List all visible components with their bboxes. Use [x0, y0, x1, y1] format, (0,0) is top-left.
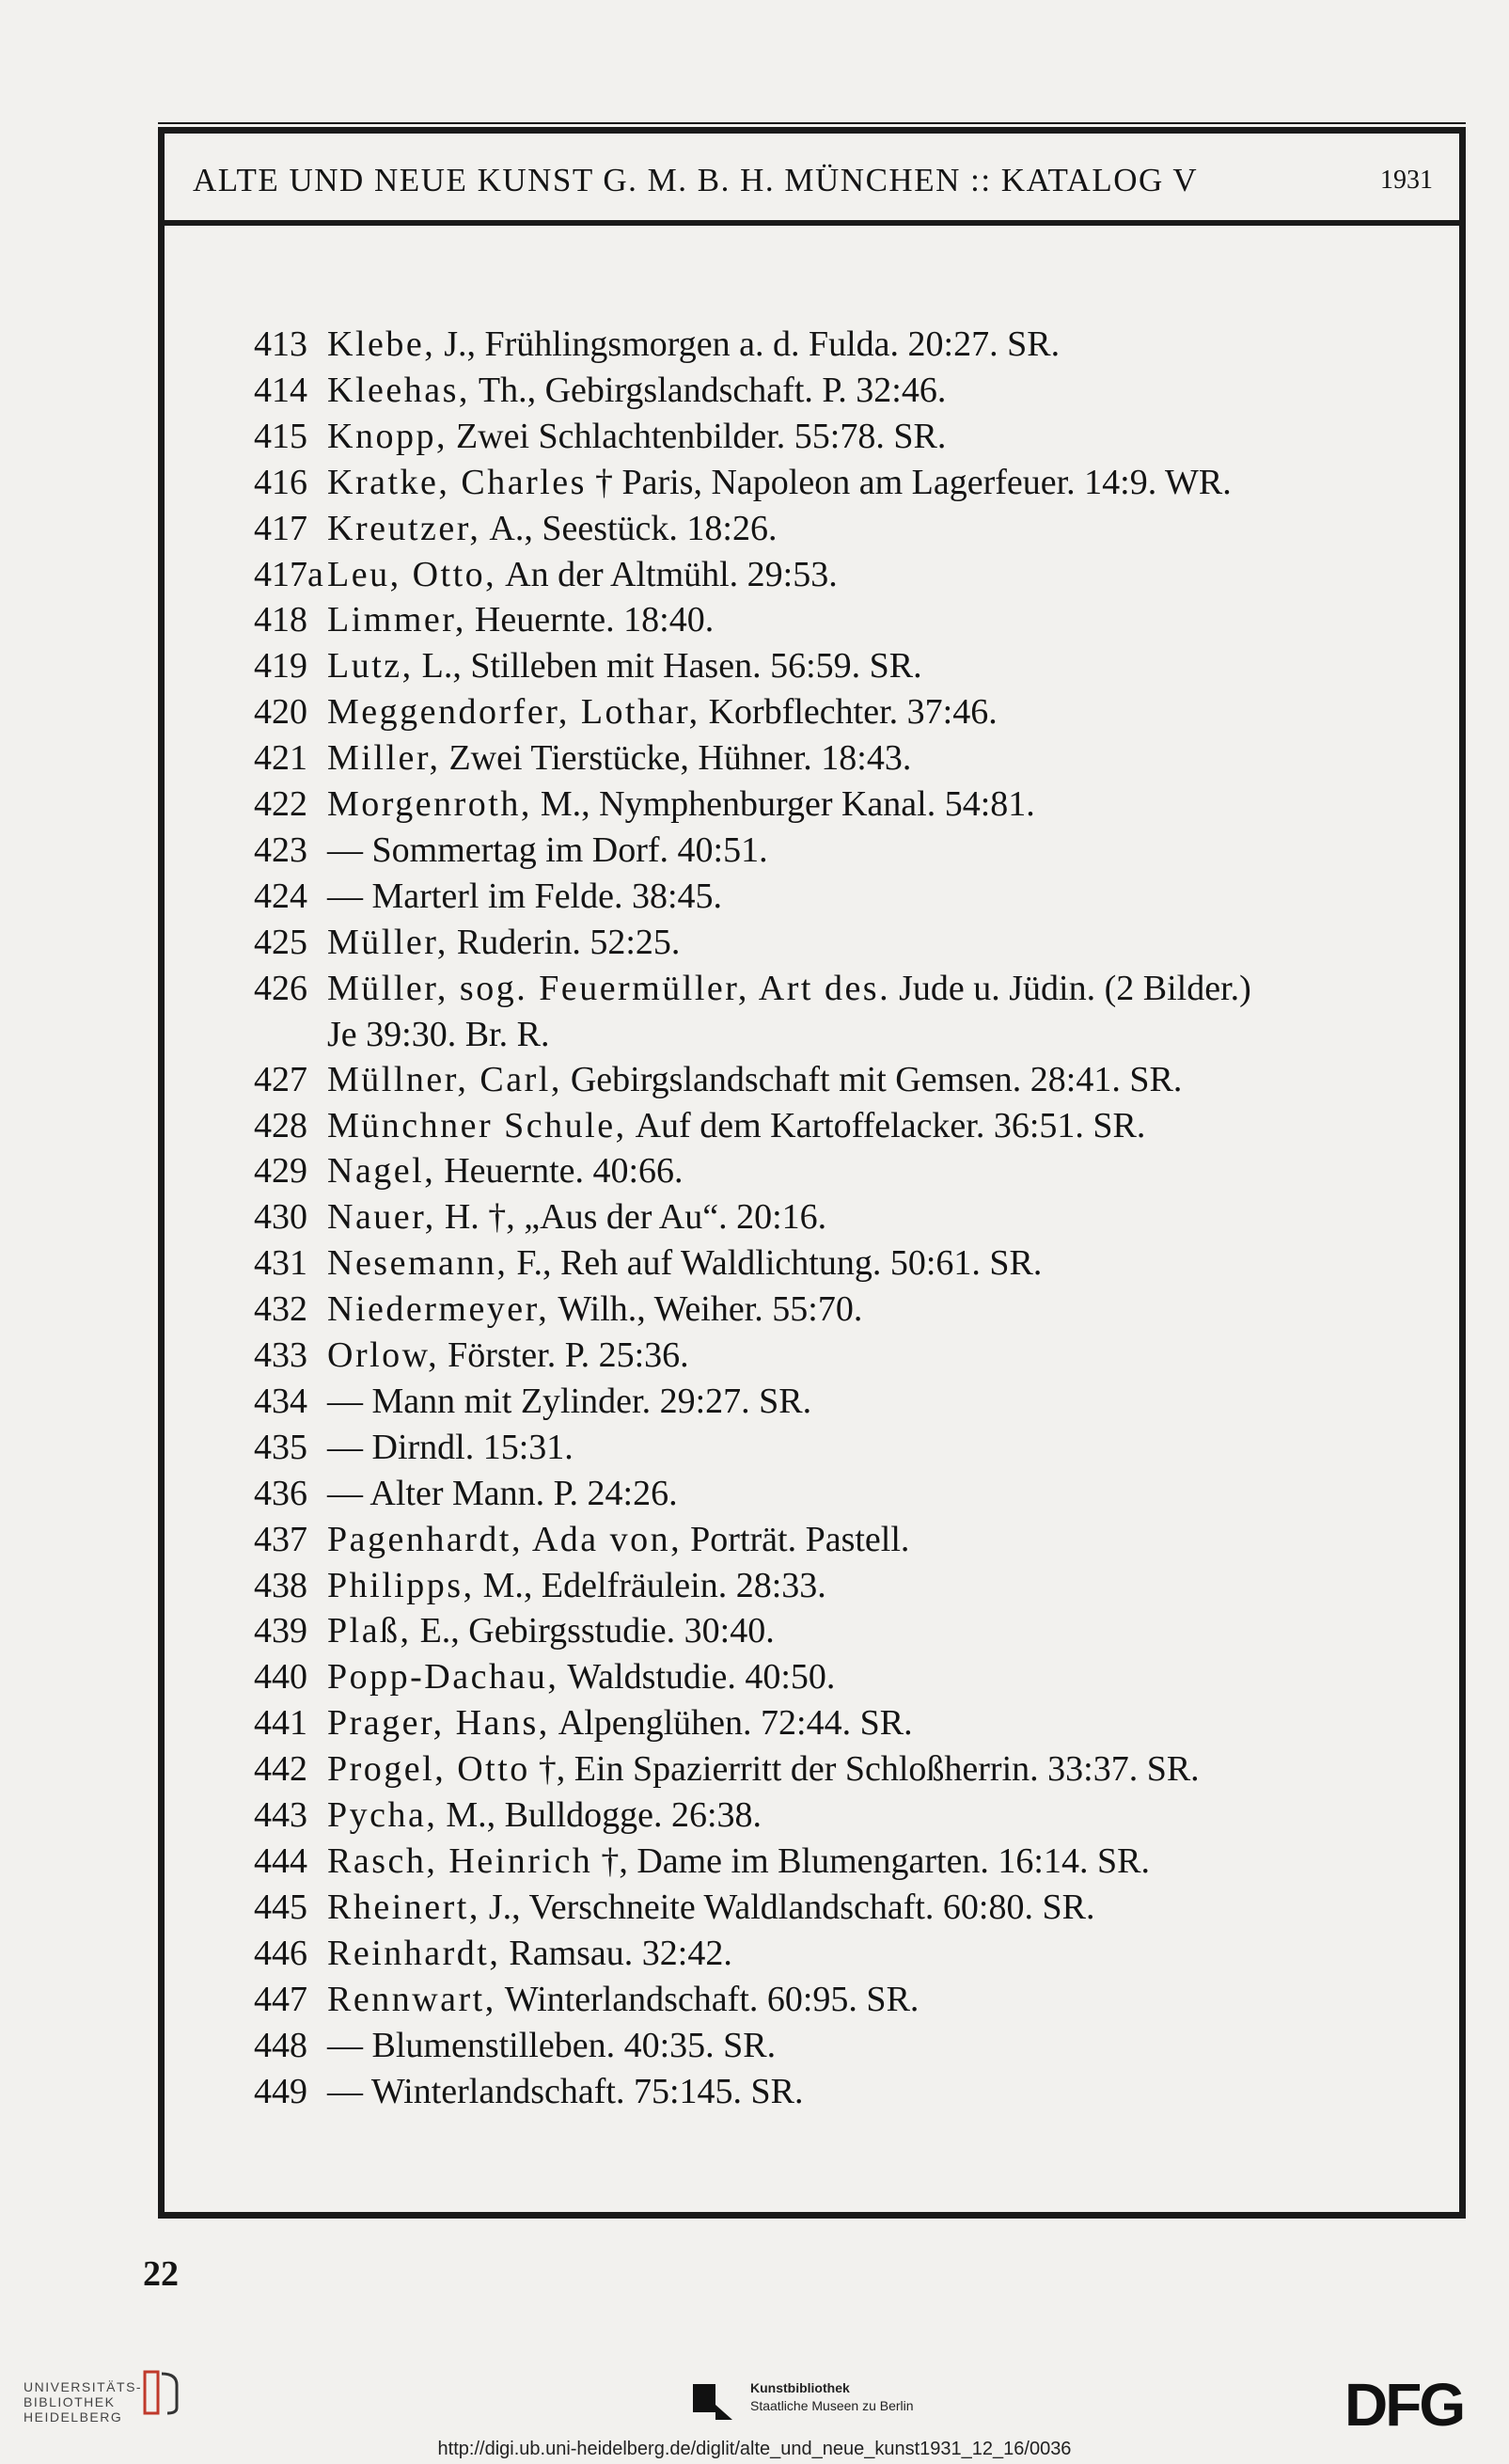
- catalog-title: ALTE UND NEUE KUNST G. M. B. H. MÜNCHEN :: KATALOG V: [193, 162, 1199, 198]
- entry-number: 430: [254, 1197, 307, 1238]
- entry-text: F., Reh auf Waldlichtung. 50:61. SR.: [516, 1243, 1043, 1284]
- entry-text: Auf dem Kartoffelacker. 36:51. SR.: [635, 1105, 1146, 1145]
- entry-text: Wilh., Weiher. 55:70.: [558, 1289, 863, 1330]
- catalog-entry: [254, 2023, 1438, 2069]
- catalog-entry: [254, 1654, 1438, 1700]
- catalog-entry: [254, 1931, 1438, 1977]
- catalog-entry: [254, 689, 1438, 735]
- catalog-header: [165, 134, 1459, 226]
- entry-artist: Müller,: [327, 922, 448, 962]
- entry-number: 433: [254, 1335, 307, 1376]
- entry-text: — Sommertag im Dorf. 40:51.: [327, 829, 768, 870]
- entry-text: Förster. P. 25:36.: [448, 1335, 689, 1376]
- entry-text: Heuernte. 18:40.: [474, 600, 715, 640]
- entry-text: Jude u. Jüdin. (2 Bilder.): [899, 968, 1251, 1008]
- entry-text: Gebirgslandschaft mit Gemsen. 28:41. SR.: [570, 1059, 1183, 1099]
- catalog-entry: [254, 874, 1438, 920]
- entry-number: 446: [254, 1933, 307, 1973]
- catalog-entry: [254, 1379, 1438, 1425]
- heidelberg-library-label: [24, 2379, 142, 2425]
- entry-artist: Müller, sog. Feuermüller, Art des.: [327, 968, 891, 1008]
- catalog-entry: [254, 1471, 1438, 1517]
- entry-artist: Plaß,: [327, 1611, 412, 1651]
- catalog-entry: [254, 782, 1438, 828]
- entry-number: 438: [254, 1565, 307, 1605]
- dfg-logo: DFG: [1344, 2371, 1464, 2439]
- entry-number: 418: [254, 600, 307, 640]
- heidelberg-logo-icon: [139, 2366, 181, 2419]
- catalog-entry: [254, 1746, 1438, 1793]
- entry-text: Th., Gebirgslandschaft. P. 32:46.: [478, 370, 947, 410]
- entry-text: Korbflechter. 37:46.: [708, 692, 998, 733]
- entry-text: Heuernte. 40:66.: [444, 1151, 684, 1192]
- entry-number: 437: [254, 1519, 307, 1559]
- catalog-entry: [254, 1700, 1438, 1746]
- entry-text: † Paris, Napoleon am Lagerfeuer. 14:9. WR.: [594, 462, 1232, 502]
- entry-text: — Winterlandschaft. 75:145. SR.: [327, 2071, 804, 2111]
- catalog-entry: [254, 1839, 1438, 1885]
- catalog-entry: [254, 735, 1438, 782]
- entry-number: 444: [254, 1841, 307, 1881]
- entry-artist: Limmer,: [327, 600, 466, 640]
- entry-number: 436: [254, 1473, 307, 1513]
- entry-text: — Marterl im Felde. 38:45.: [327, 876, 723, 916]
- entry-artist: Münchner Schule,: [327, 1105, 627, 1145]
- entry-number: 422: [254, 784, 307, 825]
- entry-number: 435: [254, 1427, 307, 1467]
- entry-number: 432: [254, 1289, 307, 1330]
- entry-text: M., Bulldogge. 26:38.: [446, 1795, 762, 1836]
- catalog-entries: [254, 322, 1438, 2114]
- entry-artist: Rheinert,: [327, 1887, 480, 1927]
- entry-artist: Prager, Hans,: [327, 1703, 550, 1744]
- catalog-entry: [254, 1287, 1438, 1333]
- entry-artist: Nesemann,: [327, 1243, 509, 1284]
- entry-text: M., Nymphenburger Kanal. 54:81.: [540, 784, 1035, 825]
- catalog-entry: [254, 552, 1438, 598]
- entry-number: 427: [254, 1059, 307, 1099]
- library-line-1: UNIVERSITÄTS-: [24, 2379, 143, 2394]
- entry-text: †, Dame im Blumengarten. 16:14. SR.: [601, 1841, 1150, 1881]
- entry-text: Alpenglühen. 72:44. SR.: [558, 1703, 913, 1744]
- entry-text: Winterlandschaft. 60:95. SR.: [504, 1979, 920, 2019]
- entry-number: 443: [254, 1795, 307, 1836]
- entry-text: — Dirndl. 15:31.: [327, 1427, 574, 1467]
- entry-artist: Kleehas,: [327, 370, 470, 410]
- kunstbibliothek-logo-icon: [691, 2382, 736, 2424]
- entry-text: Porträt. Pastell.: [690, 1519, 910, 1559]
- entry-artist: Leu, Otto,: [327, 554, 497, 594]
- entry-artist: Philipps,: [327, 1565, 475, 1605]
- entry-text: M., Edelfräulein. 28:33.: [482, 1565, 826, 1605]
- catalog-entry: [254, 597, 1438, 643]
- catalog-entry: [254, 1148, 1438, 1194]
- entry-artist: Orlow,: [327, 1335, 440, 1376]
- entry-artist: Müllner, Carl,: [327, 1059, 562, 1099]
- entry-artist: Progel, Otto: [327, 1749, 530, 1790]
- catalog-entry: [254, 1425, 1438, 1471]
- entry-number: 449: [254, 2071, 307, 2111]
- entry-number: 442: [254, 1749, 307, 1790]
- library-line-2: BIBLIOTHEK: [24, 2394, 116, 2409]
- entry-number: 441: [254, 1703, 307, 1744]
- entry-artist: Niedermeyer,: [327, 1289, 550, 1330]
- entry-number: 417a: [254, 554, 323, 594]
- entry-text: A., Seestück. 18:26.: [489, 508, 778, 548]
- entry-artist: Pycha,: [327, 1795, 438, 1836]
- catalog-entry: [254, 920, 1438, 966]
- entry-text: J., Verschneite Waldlandschaft. 60:80. SR.: [488, 1887, 1095, 1927]
- entry-text: E., Gebirgsstudie. 30:40.: [419, 1611, 775, 1651]
- entry-text: Ramsau. 32:42.: [509, 1933, 732, 1973]
- entry-continuation: Je 39:30. Br. R.: [327, 1014, 550, 1054]
- source-url[interactable]: http://digi.ub.uni-heidelberg.de/diglit/alte_und_neue_kunst1931_12_16/0036: [437, 2439, 1072, 2459]
- catalog-entry: [254, 1240, 1438, 1287]
- entry-number: 421: [254, 738, 307, 779]
- entry-number: 417: [254, 508, 307, 548]
- entry-text: — Mann mit Zylinder. 29:27. SR.: [327, 1381, 812, 1421]
- catalog-entry: [254, 1793, 1438, 1839]
- entry-artist: Kreutzer,: [327, 508, 481, 548]
- entry-text: Waldstudie. 40:50.: [567, 1657, 836, 1698]
- entry-number: 428: [254, 1105, 307, 1145]
- catalog-entry: [254, 322, 1438, 368]
- catalog-entry: [254, 2069, 1438, 2115]
- entry-artist: Morgenroth,: [327, 784, 532, 825]
- entry-number: 419: [254, 646, 307, 687]
- entry-number: 420: [254, 692, 307, 733]
- catalog-entry: [254, 1194, 1438, 1240]
- entry-artist: Miller,: [327, 738, 441, 779]
- entry-artist: Nauer,: [327, 1197, 436, 1238]
- entry-number: 440: [254, 1657, 307, 1698]
- entry-text: Ruderin. 52:25.: [456, 922, 681, 962]
- entry-artist: Lutz,: [327, 646, 414, 687]
- catalog-entry: [254, 1333, 1438, 1379]
- entry-artist: Kratke, Charles: [327, 462, 587, 502]
- entry-number: 426: [254, 968, 307, 1008]
- catalog-entry: [254, 1608, 1438, 1654]
- catalog-year: 1931: [1380, 166, 1433, 195]
- catalog-entry: [254, 643, 1438, 689]
- entry-number: 415: [254, 416, 307, 456]
- catalog-entry: [254, 828, 1438, 874]
- entry-text: †, Ein Spazierritt der Schloßherrin. 33:37. SR.: [538, 1749, 1200, 1790]
- kunstbibliothek-label: [750, 2379, 914, 2415]
- catalog-entry: [254, 1563, 1438, 1609]
- catalog-entry: [254, 506, 1438, 552]
- entry-number: 431: [254, 1243, 307, 1284]
- entry-number: 447: [254, 1979, 307, 2019]
- entry-artist: Nagel,: [327, 1151, 436, 1192]
- entry-artist: Rennwart,: [327, 1979, 496, 2019]
- entry-number: 434: [254, 1381, 307, 1421]
- entry-number: 445: [254, 1887, 307, 1927]
- entry-number: 424: [254, 876, 307, 916]
- entry-text: H. †, „Aus der Au“. 20:16.: [444, 1197, 827, 1238]
- catalog-page-frame: [158, 127, 1466, 2219]
- entry-number: 448: [254, 2025, 307, 2065]
- entry-text: J., Frühlingsmorgen a. d. Fulda. 20:27. SR.: [444, 324, 1061, 364]
- entry-artist: Klebe,: [327, 324, 436, 364]
- entry-artist: Rasch, Heinrich: [327, 1841, 593, 1881]
- catalog-entry: [254, 1517, 1438, 1563]
- entry-number: 413: [254, 324, 307, 364]
- catalog-entry: [254, 1057, 1438, 1103]
- entry-artist: Pagenhardt, Ada von,: [327, 1519, 683, 1559]
- page-number: 22: [143, 2254, 179, 2294]
- entry-number: 439: [254, 1611, 307, 1651]
- entry-number: 425: [254, 922, 307, 962]
- entry-artist: Popp-Dachau,: [327, 1657, 559, 1698]
- catalog-entry: [254, 1977, 1438, 2023]
- entry-text: L., Stilleben mit Hasen. 56:59. SR.: [421, 646, 922, 687]
- entry-text: Zwei Tierstücke, Hühner. 18:43.: [448, 738, 912, 779]
- library-line-3: HEIDELBERG: [24, 2409, 123, 2425]
- kunstbibliothek-name: Kunstbibliothek: [750, 2380, 850, 2395]
- entry-number: 414: [254, 370, 307, 410]
- catalog-entry: [254, 460, 1438, 506]
- catalog-entry: [254, 966, 1438, 1012]
- catalog-entry: [254, 414, 1438, 460]
- kunstbibliothek-museum: Staatliche Museen zu Berlin: [750, 2398, 914, 2413]
- entry-artist: Reinhardt,: [327, 1933, 501, 1973]
- entry-number: 416: [254, 462, 307, 502]
- entry-number: 429: [254, 1151, 307, 1192]
- catalog-entry: [254, 368, 1438, 414]
- entry-text: Zwei Schlachtenbilder. 55:78. SR.: [455, 416, 947, 456]
- entry-number: 423: [254, 829, 307, 870]
- catalog-entry: [254, 1103, 1438, 1149]
- entry-text: An der Altmühl. 29:53.: [505, 554, 838, 594]
- entry-text: — Blumenstilleben. 40:35. SR.: [327, 2025, 777, 2065]
- entry-artist: Meggendorfer, Lothar,: [327, 692, 700, 733]
- catalog-entry: [254, 1885, 1438, 1931]
- entry-artist: Knopp,: [327, 416, 448, 456]
- entry-text: — Alter Mann. P. 24:26.: [327, 1473, 678, 1513]
